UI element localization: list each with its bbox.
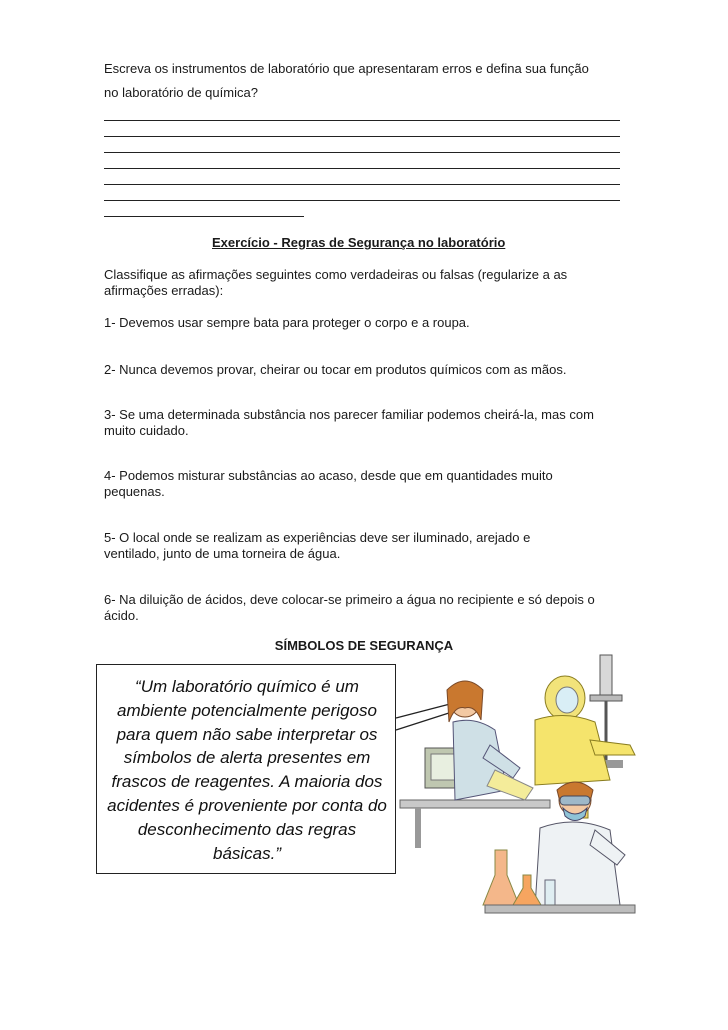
statement-4-line-1: 4- Podemos misturar substâncias ao acaso, desde que em quantidades muito (104, 468, 553, 483)
quote-line: “Um laboratório químico é um (135, 677, 359, 696)
intro-line-2: afirmações erradas): (104, 283, 224, 298)
quote-line: símbolos de alerta presentes em (123, 748, 371, 768)
exercise-title: Exercício - Regras de Segurança no laboratório (212, 235, 506, 250)
symbols-title: SÍMBOLOS DE SEGURANÇA (274, 638, 454, 653)
statement-6-line-1: 6- Na diluição de ácidos, deve colocar-se primeiro a água no recipiente e só depois o (104, 592, 595, 607)
answer-line[interactable] (104, 168, 620, 169)
intro-line-1: Classifique as afirmações seguintes como verdadeiras ou falsas (regularize a as (104, 267, 568, 282)
answer-line[interactable] (104, 200, 620, 201)
lab-scientists-illustration-icon (395, 650, 645, 920)
statement-6-line-2: ácido. (104, 608, 139, 623)
statement-5-line-2: ventilado, junto de uma torneira de água. (104, 546, 341, 561)
statement-4-line-2: pequenas. (104, 484, 165, 499)
question-line-1: Escreva os instrumentos de laboratório que apresentaram erros e defina sua função (104, 61, 589, 76)
quote-line: frascos de reagentes. A maioria dos (111, 772, 383, 792)
statement-2: 2- Nunca devemos provar, cheirar ou tocar em produtos químicos com as mãos. (104, 362, 567, 377)
answer-line[interactable] (104, 120, 620, 121)
answer-line[interactable] (104, 184, 620, 185)
quote-callout (96, 664, 396, 874)
statement-3-line-1: 3- Se uma determinada substância nos parecer familiar podemos cheirá-la, mas com (104, 407, 594, 422)
answer-line[interactable] (104, 152, 620, 153)
quote-line: para quem não sabe interpretar os (116, 724, 378, 744)
answer-line[interactable] (104, 136, 620, 137)
quote-text (97, 675, 397, 865)
statement-3-line-2: muito cuidado. (104, 423, 189, 438)
answer-line[interactable] (104, 216, 304, 217)
quote-line: ambiente potencialmente perigoso (117, 700, 377, 720)
statement-5-line-1: 5- O local onde se realizam as experiências deve ser iluminado, arejado e (104, 530, 531, 545)
statement-1: 1- Devemos usar sempre bata para proteger o corpo e a roupa. (104, 315, 470, 330)
question-line-2: no laboratório de química? (104, 85, 258, 100)
quote-line: básicas.” (212, 843, 282, 863)
quote-line: acidentes é proveniente por conta do (107, 795, 387, 815)
quote-line: desconhecimento das regras (137, 819, 357, 839)
